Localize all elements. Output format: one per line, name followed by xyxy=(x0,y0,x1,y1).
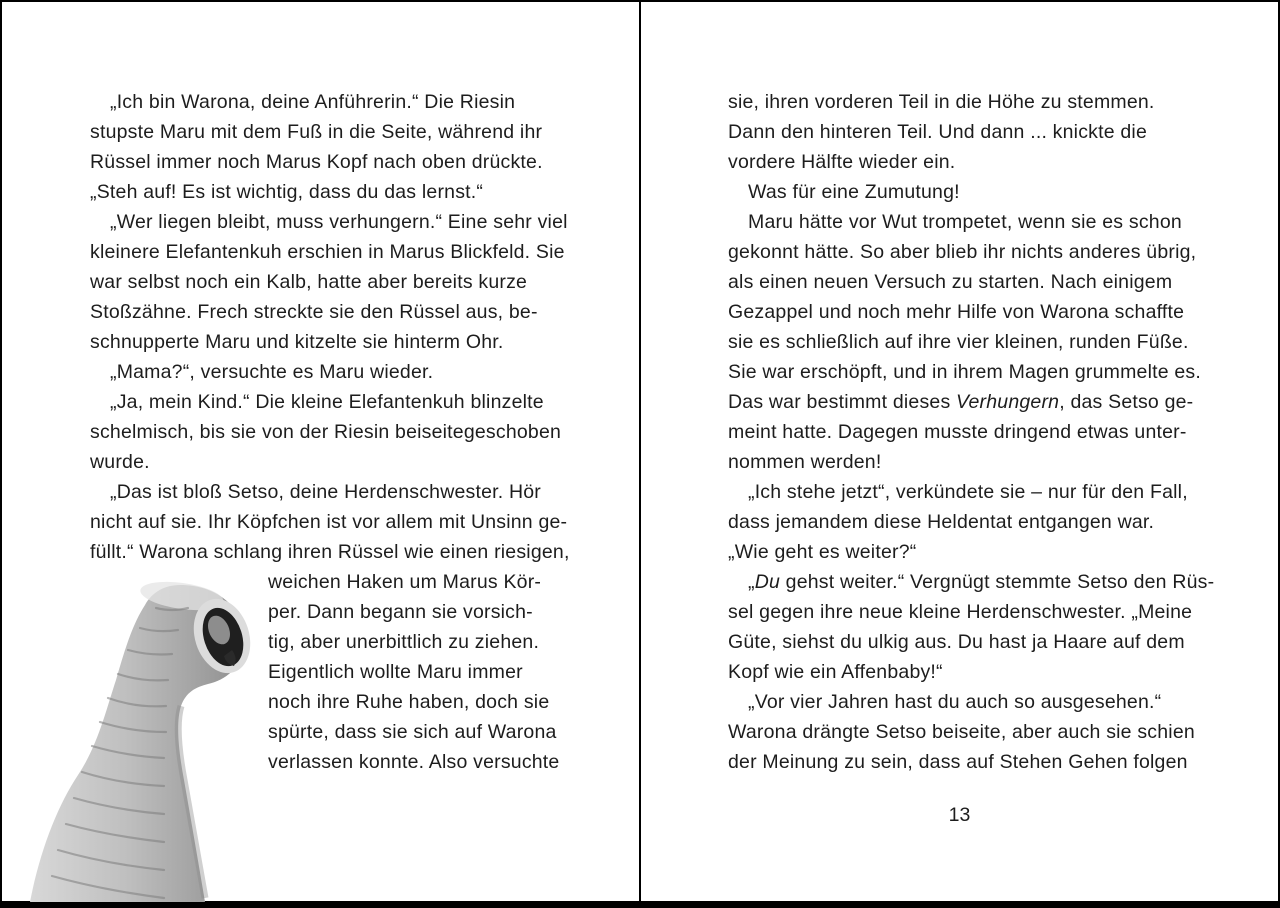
text-line: war selbst noch ein Kalb, hatte aber bereits kurze xyxy=(90,271,528,293)
text-line: „Ich stehe jetzt“, verkündete sie – nur für den Fall, xyxy=(748,481,1188,503)
text-line: sie, ihren vorderen Teil in die Höhe zu stemmen. xyxy=(728,91,1155,113)
text-line: schnupperte Maru und kitzelte sie hinterm Ohr. xyxy=(90,331,504,353)
right-text-block xyxy=(728,87,1214,777)
left-text-block xyxy=(90,87,570,567)
text-line: Güte, siehst du ulkig aus. Du hast ja Haare auf dem xyxy=(728,631,1185,653)
text-line: Sie war erschöpft, und in ihrem Magen grummelte es. xyxy=(728,361,1201,383)
text-line: sel gegen ihre neue kleine Herdenschwester. „Meine xyxy=(728,601,1193,623)
text-line: tig, aber unerbittlich zu ziehen. xyxy=(268,631,540,653)
text-line: „Ich bin Warona, deine Anführerin.“ Die Riesin xyxy=(110,91,516,113)
text-line: gekonnt hätte. So aber blieb ihr nichts anderes übrig, xyxy=(728,241,1197,263)
text-line: wurde. xyxy=(90,451,150,473)
text-line: schelmisch, bis sie von der Riesin beiseitegeschoben xyxy=(90,421,562,443)
text-line: Rüssel immer noch Marus Kopf nach oben drückte. xyxy=(90,151,543,173)
text-line: Kopf wie ein Affenbaby!“ xyxy=(728,661,943,683)
text-line: „Vor vier Jahren hast du auch so ausgesehen.“ xyxy=(748,691,1162,713)
text-line: „Wer liegen bleibt, muss verhungern.“ Eine sehr viel xyxy=(110,211,568,233)
text-line: „Mama?“, versuchte es Maru wieder. xyxy=(110,361,434,383)
text-line: dass jemandem diese Heldentat entgangen war. xyxy=(728,511,1155,533)
text-line: verlassen konnte. Also versuchte xyxy=(268,751,560,773)
text-line: per. Dann begann sie vorsich- xyxy=(268,601,533,623)
text-line: Gezappel und noch mehr Hilfe von Warona schaffte xyxy=(728,301,1185,323)
text-line: „Wie geht es weiter?“ xyxy=(728,541,917,563)
text-line: füllt.“ Warona schlang ihren Rüssel wie einen riesigen, xyxy=(90,541,570,563)
text-line: Eigentlich wollte Maru immer xyxy=(268,661,523,683)
text-line: „Ja, mein Kind.“ Die kleine Elefantenkuh blinzelte xyxy=(110,391,544,413)
left-border-rule xyxy=(0,0,2,908)
text-line: kleinere Elefantenkuh erschien in Marus Blickfeld. Sie xyxy=(90,241,565,263)
text-line: Das war bestimmt dieses Verhungern, das Setso ge- xyxy=(728,391,1194,413)
text-line: spürte, dass sie sich auf Warona xyxy=(268,721,557,743)
text-line: noch ihre Ruhe haben, doch sie xyxy=(268,691,550,713)
page-number: 13 xyxy=(948,804,971,826)
text-line: stupste Maru mit dem Fuß in die Seite, während ihr xyxy=(90,121,543,143)
text-line: sie es schließlich auf ihre vier kleinen, runden Füße. xyxy=(728,331,1189,353)
text-line: „Das ist bloß Setso, deine Herdenschwester. Hör xyxy=(110,481,542,503)
text-line: vordere Hälfte wieder ein. xyxy=(728,151,956,173)
text-line: nommen werden! xyxy=(728,451,882,473)
text-line: Dann den hinteren Teil. Und dann ... knickte die xyxy=(728,121,1148,143)
text-line: Was für eine Zumutung! xyxy=(748,181,960,203)
center-page-divider xyxy=(639,0,641,901)
bottom-black-bar xyxy=(0,901,1280,908)
text-line: Maru hätte vor Wut trompetet, wenn sie es schon xyxy=(748,211,1182,233)
text-line: meint hatte. Dagegen musste dringend etwas unter- xyxy=(728,421,1187,443)
text-line: Warona drängte Setso beiseite, aber auch sie schien xyxy=(728,721,1195,743)
text-line: weichen Haken um Marus Kör- xyxy=(268,571,542,593)
text-line: als einen neuen Versuch zu starten. Nach einigem xyxy=(728,271,1173,293)
text-line: der Meinung zu sein, dass auf Stehen Gehen folgen xyxy=(728,751,1188,773)
text-line: nicht auf sie. Ihr Köpfchen ist vor allem mit Unsinn ge- xyxy=(90,511,568,533)
elephant-trunk-illustration xyxy=(10,580,266,902)
text-line: „Steh auf! Es ist wichtig, dass du das lernst.“ xyxy=(90,181,484,203)
text-line: Stoßzähne. Frech streckte sie den Rüssel aus, be- xyxy=(90,301,538,323)
left-wrapped-text-block xyxy=(268,567,559,777)
text-line: „Du gehst weiter.“ Vergnügt stemmte Setso den Rüs- xyxy=(748,571,1215,593)
